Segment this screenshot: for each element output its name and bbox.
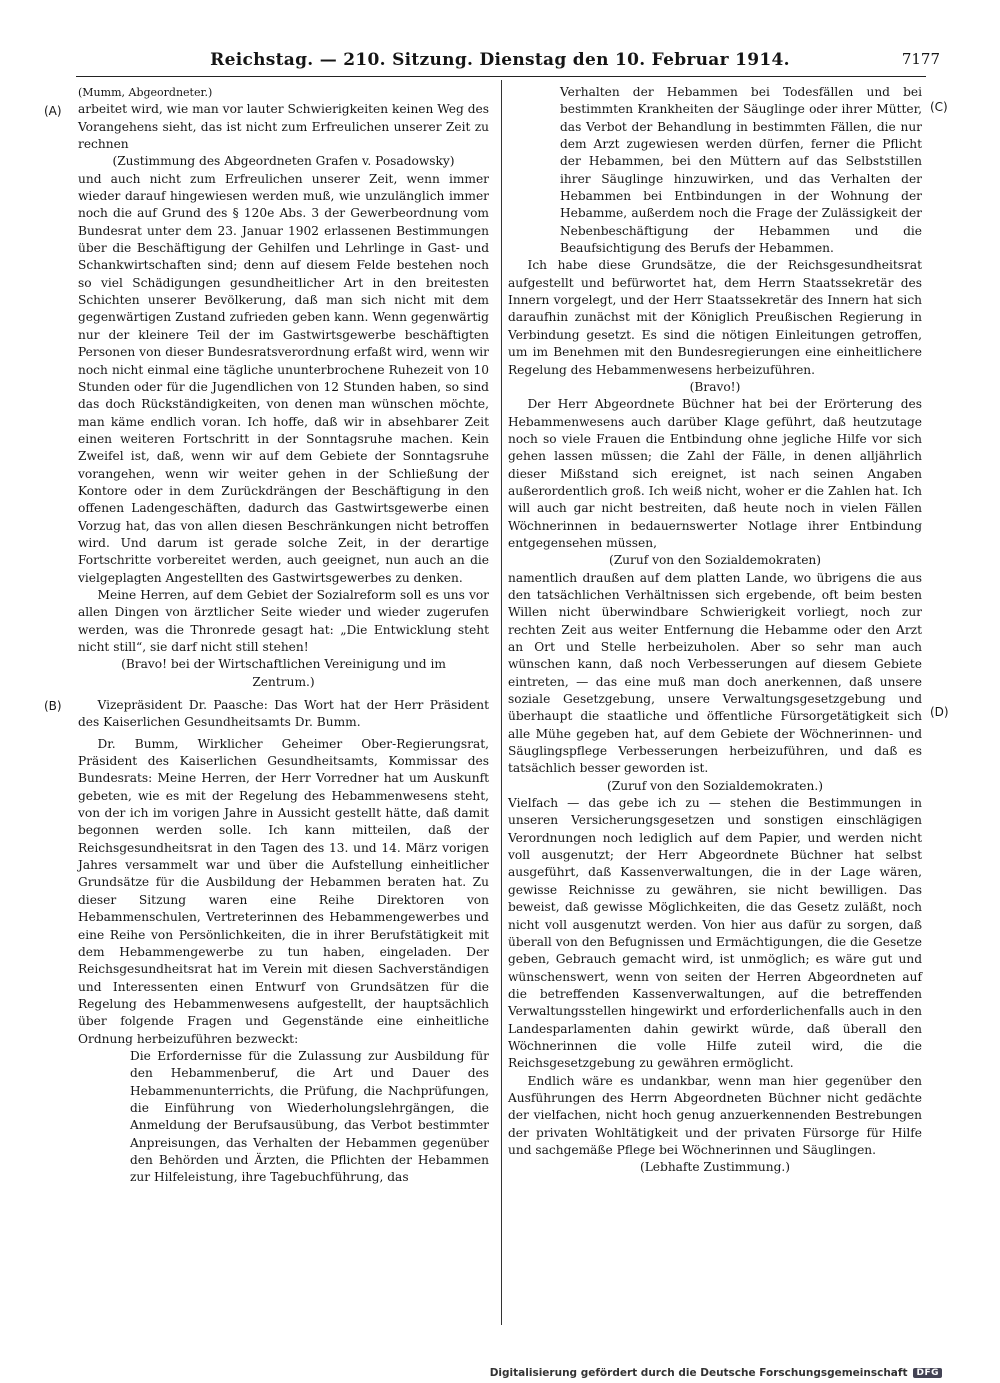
margin-mark-d: (D) [930, 705, 949, 719]
paragraph: Der Herr Abgeordnete Büchner hat bei der Erörterung des Hebammenwesens auch darüber Klage geführt, daß heutzutage noch so viele Frauen die Entbindung ohne jegliche Hilfe vor sich gehen lassen müssen; die Zahl der Fälle, in denen alljährlich dieser Mißstand sich ereignet, ist nach seinen Angaben außerordentlich groß. Ich weiß nicht, woher er die Zahlen hat. Ich will auch gar nicht bestreiten, daß heute noch in vielen Fällen Wöchnerinnen in bedauernswerter Notlage ihrer Entbindung entgegensehen müssen, [508, 397, 922, 550]
dfg-logo-icon: DFG [913, 1368, 942, 1378]
digitization-credit [490, 1367, 942, 1379]
left-column [78, 84, 489, 1187]
margin-mark-b: (B) [44, 699, 62, 713]
quoted-list: Verhalten der Hebammen bei Todesfällen und bei bestimmten Krankheiten der Säuglinge oder ihrer Mütter, das Verbot der Behandlung in bestimmten Fällen, die nur dem Arzt zugewiesen werden dürfen, ferner die Pflicht der Hebammen, bei den Müttern auf das Selbststillen ihrer Säuglinge hinzuwirken, und das Verhalten der Hebammen bei Entbindungen in der Wohnung der Hebamme, außerdem noch die Frage der Zulässigkeit der Nebenbeschäftigung der Hebammen und die Beaufsichtigung des Berufs der Hebammen. [560, 85, 922, 256]
interjection: (Bravo! bei der Wirtschaftlichen Vereinigung und im Zentrum.) [121, 657, 446, 689]
page-header [60, 50, 940, 76]
header-rule [76, 76, 926, 77]
right-column [508, 84, 922, 1177]
interjection: (Zuruf von den Sozialdemokraten.) [607, 778, 823, 793]
paragraph: arbeitet wird, wie man vor lauter Schwierigkeiten keinen Weg des Vorangehens sieht, das ist nicht zum Erfreulichen unserer Zeit zu rechnen [78, 102, 489, 152]
column-divider [501, 80, 502, 1325]
margin-mark-c: (C) [930, 100, 948, 114]
paragraph: Endlich wäre es undankbar, wenn man hier gegenüber den Ausführungen des Herrn Abgeordneten Büchner nicht gedächte der vielfachen, nicht hoch genug anzuerkennenden Bestrebungen der privaten Wohltätigkeit und der privaten Fürsorge für Hilfe und sachgemäße Pflege bei Wöchnerinnen und Säuglingen. [508, 1073, 922, 1157]
paragraph: Vielfach — das gebe ich zu — stehen die Bestimmungen in unseren Versicherungsgesetzen und sonstigen einschlägigen Verordnungen noch lediglich auf dem Papier, und werden nicht voll ausgenutzt; der Herr Abgeordnete Büchner hat selbst ausgeführt, daß Kassenverwaltungen, die in der Lage wären, gewisse Reichnisse zu gewähren, sie nicht bewilligen. Das beweist, daß gewisse Möglichkeiten, die das Gesetz zuläßt, noch nicht voll ausgenutzt werden. Von hier aus dafür zu sorgen, daß überall von den Befugnissen und Ermächtigungen, die die Gesetze geben, Gebrauch gemacht wird, ist unmöglich; es wäre gut und wünschenswert, wenn von seiten der Herren Abgeordneten auf die betreffenden Kassenverwaltungen, auf die betreffenden Verwaltungsstellen hingewirkt und erforderlichenfalls auch in den Landesparlamenten dahin gewirkt würde, daß überall den Wöchnerinnen die volle Hilfe zuteil wird, die die Reichsgesetzgebung zu gewähren ermöglicht. [508, 796, 922, 1071]
paragraph: Meine Herren, auf dem Gebiet der Sozialreform soll es uns vor allen Dingen von ärztlicher Seite wieder und wieder zugerufen werden, was die Thronrede gesagt hat: „Die Entwicklung steht nicht still“, sie darf nicht still stehen! [78, 587, 489, 654]
paragraph: und auch nicht zum Erfreulichen unserer Zeit, wenn immer wieder darauf hingewiesen werden muß, wie unzulänglich immer noch die auf Grund des § 120e Abs. 3 der Gewerbeordnung vom Bundesrat unter dem 23. Januar 1902 erlassenen Bestimmungen über die Beschäftigung der Gehilfen und Lehrlinge in Gast- und Schankwirtschaften sind; denn auf diesem Felde bestehen noch so viel Schädigungen gesundheitlicher Art in den breitesten Schichten unserer Bevölkerung, daß man sich nicht mit dem gegenwärtigen Zustand zufrieden geben kann. Wenn gegenwärtig nur der kleinere Teil der im Gastwirtsgewerbe beschäftigten Personen von dieser Bundesratsverordnung erfaßt wird, wenn wir noch nicht einmal eine tägliche ununterbrochene Ruhezeit von 10 Stunden oder für die Jugendlichen von 12 Stunden haben, so sind das doch Rückständigkeiten, von denen man wünschen möchte, man käme endlich voran. Ich hoffe, daß wir in absehbarer Zeit einen weiteren Fortschritt in der Sonntagsruhe machen. Kein Zweifel ist, daß, wenn wir auf dem Gebiete der Sonntagsruhe vorangehen, wenn wir weiter gehen in der Schließung der Kontore oder in dem Zurückdrängen der Beschäftigung in den offenen Ladengeschäften, dadurch das Gastwirtsgewerbe einen Vorzug hat, das von allen diesen Beschränkungen nicht betroffen wird. Und darum ist gerade solche Zeit, in der derartige Fortschritte vorbereitet werden, auch geeignet, nun auch an die vielgeplagten Angestellten des Gastwirtsgewerbes zu denken. [78, 171, 489, 585]
interjection: (Zuruf von den Sozialdemokraten) [608, 553, 822, 568]
paragraph: Ich habe diese Grundsätze, die der Reichsgesundheitsrat aufgestellt und befürwortet hat, dem Herrn Staatssekretär des Innern vorgelegt, und der Herr Staatssekretär des Innern hat sich daraufhin zunächst mit der Königlich Preußischen Regierung in Verbindung gesetzt. Es sind die nötigen Einleitungen getroffen, um im Benehmen mit den Bundesregierungen eine einheitlichere Regelung des Hebammenwesens herbeizuführen. [508, 258, 922, 377]
paragraph: namentlich draußen auf dem platten Lande, wo übrigens die aus den tatsächlichen Verhältnissen sich ergebende, oft beim besten Willen nicht überwindbare Schwierigkeit vorliegt, noch zur rechten Zeit aus weiter Entfernung die Hebamme oder den Arzt an Ort und Stelle herbeizuholen. Aber so sehr man auch wünschen kann, daß noch Verbesserungen auf diesem Gebiete eintreten, — das eine muß man doch anerkennen, daß unsere soziale Gesetzgebung, unsere Verwaltungsgesetzgebung und überhaupt die staatliche und öffentliche Fürsorgetätigkeit sich alle Mühe gegeben hat, auf dem Gebiete der Wöchnerinnen- und Säuglingspflege Verbesserungen herbeizuführen, und daß es tatsächlich besser geworden ist. [508, 570, 922, 776]
quoted-list: Die Erfordernisse für die Zulassung zur Ausbildung für den Hebammenberuf, die Art und Dauer des Hebammenunterrichts, die Prüfung, die Nachprüfungen, die Einführung von Wiederholungslehrgängen, die Anmeldung der Berufsausübung, das Verbot bestimmter Anpreisungen, das Verhalten der Hebammen gegenüber den Behörden und Ärzten, die Pflichten der Hebammen zur Hilfeleistung, ihre Tagebuchführung, das [130, 1048, 489, 1185]
margin-mark-a: (A) [44, 104, 62, 118]
page-number: 7177 [901, 50, 940, 68]
running-head: Reichstag. — 210. Sitzung. Dienstag den 10. Februar 1914. [210, 50, 790, 70]
interjection: (Bravo!) [689, 379, 741, 394]
interjection: (Lebhafte Zustimmung.) [639, 1160, 791, 1175]
paragraph: Dr. Bumm, Wirklicher Geheimer Ober-Regierungsrat, Präsident des Kaiserlichen Gesundheitsamts, Kommissar des Bundesrats: Meine Herren, der Herr Vorredner hat um Auskunft gebeten, wie es mit der Regelung des Hebammenwesens steht, von der ich im vorigen Jahre in Aussicht gestellt hätte, daß damit begonnen werden solle. Ich kann mitteilen, daß der Reichsgesundheitsrat in den Tagen des 13. und 14. März vorigen Jahres versammelt war und über die Aufstellung einheitlicher Grundsätze für die Ausbildung der Hebammen beraten hat. Zu dieser Sitzung waren eine Reihe Direktoren von Hebammenschulen, Vertreterinnen des Hebammengewerbes und eine Reihe von Persönlichkeiten, die in ihrer Berufstätigkeit mit dem Hebammengewerbe zu tun haben, eingeladen. Der Reichsgesundheitsrat hat im Verein mit diesen Sachverständigen und Interessenten einen Entwurf von Grundsätzen für die Regelung des Hebammenwesens aufgestellt, der hauptsächlich über folgende Fragen und Gegenstände eine einheitliche Ordnung herbeizuführen bezweckt: [78, 736, 489, 1046]
credit-text: Digitalisierung gefördert durch die Deutsche Forschungsgemeinschaft [489, 1367, 908, 1379]
speaker-label: (Mumm, Abgeordneter.) [78, 86, 213, 99]
paragraph: Vizepräsident Dr. Paasche: Das Wort hat der Herr Präsident des Kaiserlichen Gesundheitsamts Dr. Bumm. [78, 698, 489, 730]
interjection: (Zustimmung des Abgeordneten Grafen v. Posadowsky) [112, 154, 455, 169]
